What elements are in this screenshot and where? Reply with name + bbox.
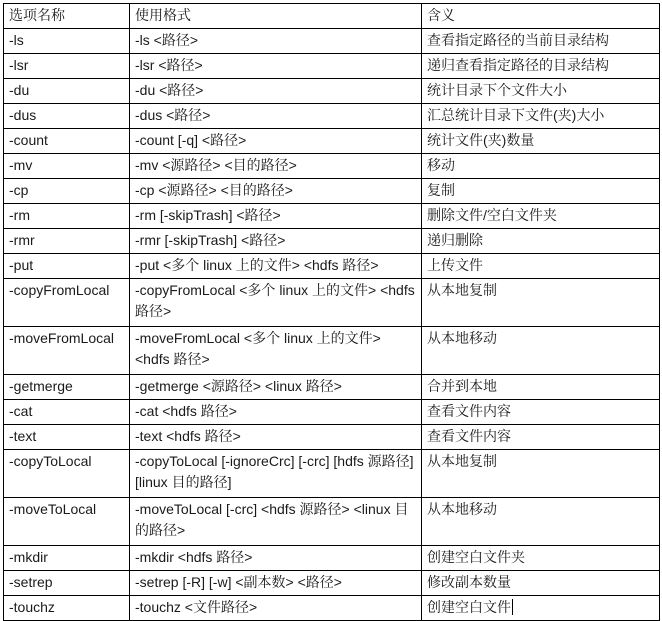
option-cell: -count bbox=[4, 129, 130, 154]
format-cell: -touchz <文件路径> bbox=[130, 596, 422, 621]
format-cell: -ls <路径> bbox=[130, 29, 422, 54]
meaning-cell: 删除文件/空白文件夹 bbox=[422, 204, 660, 229]
option-cell: -getmerge bbox=[4, 375, 130, 400]
header-option-name: 选项名称 bbox=[4, 4, 130, 29]
document-page bbox=[3, 3, 659, 621]
table-row bbox=[4, 279, 660, 327]
meaning-cell: 创建空白文件夹 bbox=[422, 546, 660, 571]
header-usage-format: 使用格式 bbox=[130, 4, 422, 29]
meaning-cell: 从本地移动 bbox=[422, 327, 660, 375]
format-cell: -count [-q] <路径> bbox=[130, 129, 422, 154]
option-cell: -ls bbox=[4, 29, 130, 54]
hdfs-command-table bbox=[3, 3, 660, 621]
table-row bbox=[4, 425, 660, 450]
table-row bbox=[4, 229, 660, 254]
option-cell: -touchz bbox=[4, 596, 130, 621]
option-cell: -lsr bbox=[4, 54, 130, 79]
format-cell: -rmr [-skipTrash] <路径> bbox=[130, 229, 422, 254]
meaning-cell: 汇总统计目录下文件(夹)大小 bbox=[422, 104, 660, 129]
format-cell: -cp <源路径> <目的路径> bbox=[130, 179, 422, 204]
format-cell: -text <hdfs 路径> bbox=[130, 425, 422, 450]
meaning-cell: 复制 bbox=[422, 179, 660, 204]
table-row bbox=[4, 54, 660, 79]
format-cell: -mv <源路径> <目的路径> bbox=[130, 154, 422, 179]
option-cell: -dus bbox=[4, 104, 130, 129]
meaning-cell: 从本地移动 bbox=[422, 498, 660, 546]
option-cell: -copyFromLocal bbox=[4, 279, 130, 327]
format-cell: -getmerge <源路径> <linux 路径> bbox=[130, 375, 422, 400]
option-cell: -put bbox=[4, 254, 130, 279]
table-row bbox=[4, 450, 660, 498]
meaning-text: 创建空白文件 bbox=[427, 599, 511, 615]
format-cell: -cat <hdfs 路径> bbox=[130, 400, 422, 425]
table-header-row bbox=[4, 4, 660, 29]
header-meaning: 含义 bbox=[422, 4, 660, 29]
meaning-cell: 查看文件内容 bbox=[422, 425, 660, 450]
meaning-cell: 从本地复制 bbox=[422, 279, 660, 327]
option-cell: -cp bbox=[4, 179, 130, 204]
table-row bbox=[4, 204, 660, 229]
meaning-cell: 修改副本数量 bbox=[422, 571, 660, 596]
format-cell: -mkdir <hdfs 路径> bbox=[130, 546, 422, 571]
table-row bbox=[4, 327, 660, 375]
format-cell: -copyToLocal [-ignoreCrc] [-crc] [hdfs 源路径] [linux 目的路径] bbox=[130, 450, 422, 498]
table-row bbox=[4, 29, 660, 54]
format-cell: -rm [-skipTrash] <路径> bbox=[130, 204, 422, 229]
option-cell: -rm bbox=[4, 204, 130, 229]
option-cell: -copyToLocal bbox=[4, 450, 130, 498]
meaning-cell: 上传文件 bbox=[422, 254, 660, 279]
table-row bbox=[4, 129, 660, 154]
table-row bbox=[4, 375, 660, 400]
table-row bbox=[4, 254, 660, 279]
table-row bbox=[4, 179, 660, 204]
meaning-cell: 从本地复制 bbox=[422, 450, 660, 498]
option-cell: -rmr bbox=[4, 229, 130, 254]
meaning-cell: 递归查看指定路径的目录结构 bbox=[422, 54, 660, 79]
meaning-cell: 统计文件(夹)数量 bbox=[422, 129, 660, 154]
meaning-cell: 查看文件内容 bbox=[422, 400, 660, 425]
meaning-cell: 移动 bbox=[422, 154, 660, 179]
format-cell: -copyFromLocal <多个 linux 上的文件> <hdfs 路径> bbox=[130, 279, 422, 327]
meaning-cell bbox=[422, 596, 660, 621]
option-cell: -mkdir bbox=[4, 546, 130, 571]
meaning-cell: 递归删除 bbox=[422, 229, 660, 254]
format-cell: -dus <路径> bbox=[130, 104, 422, 129]
option-cell: -moveToLocal bbox=[4, 498, 130, 546]
table-row bbox=[4, 596, 660, 621]
format-cell: -setrep [-R] [-w] <副本数> <路径> bbox=[130, 571, 422, 596]
format-cell: -du <路径> bbox=[130, 79, 422, 104]
format-cell: -lsr <路径> bbox=[130, 54, 422, 79]
table-row bbox=[4, 546, 660, 571]
table-row bbox=[4, 571, 660, 596]
format-cell: -moveToLocal [-crc] <hdfs 源路径> <linux 目的路径> bbox=[130, 498, 422, 546]
option-cell: -du bbox=[4, 79, 130, 104]
table-row bbox=[4, 154, 660, 179]
option-cell: -text bbox=[4, 425, 130, 450]
table-row bbox=[4, 400, 660, 425]
table-row bbox=[4, 498, 660, 546]
option-cell: -setrep bbox=[4, 571, 130, 596]
option-cell: -cat bbox=[4, 400, 130, 425]
format-cell: -put <多个 linux 上的文件> <hdfs 路径> bbox=[130, 254, 422, 279]
option-cell: -mv bbox=[4, 154, 130, 179]
format-cell: -moveFromLocal <多个 linux 上的文件> <hdfs 路径> bbox=[130, 327, 422, 375]
meaning-cell: 查看指定路径的当前目录结构 bbox=[422, 29, 660, 54]
table-row bbox=[4, 104, 660, 129]
option-cell: -moveFromLocal bbox=[4, 327, 130, 375]
meaning-cell: 合并到本地 bbox=[422, 375, 660, 400]
text-cursor bbox=[512, 599, 513, 615]
meaning-cell: 统计目录下个文件大小 bbox=[422, 79, 660, 104]
table-row bbox=[4, 79, 660, 104]
